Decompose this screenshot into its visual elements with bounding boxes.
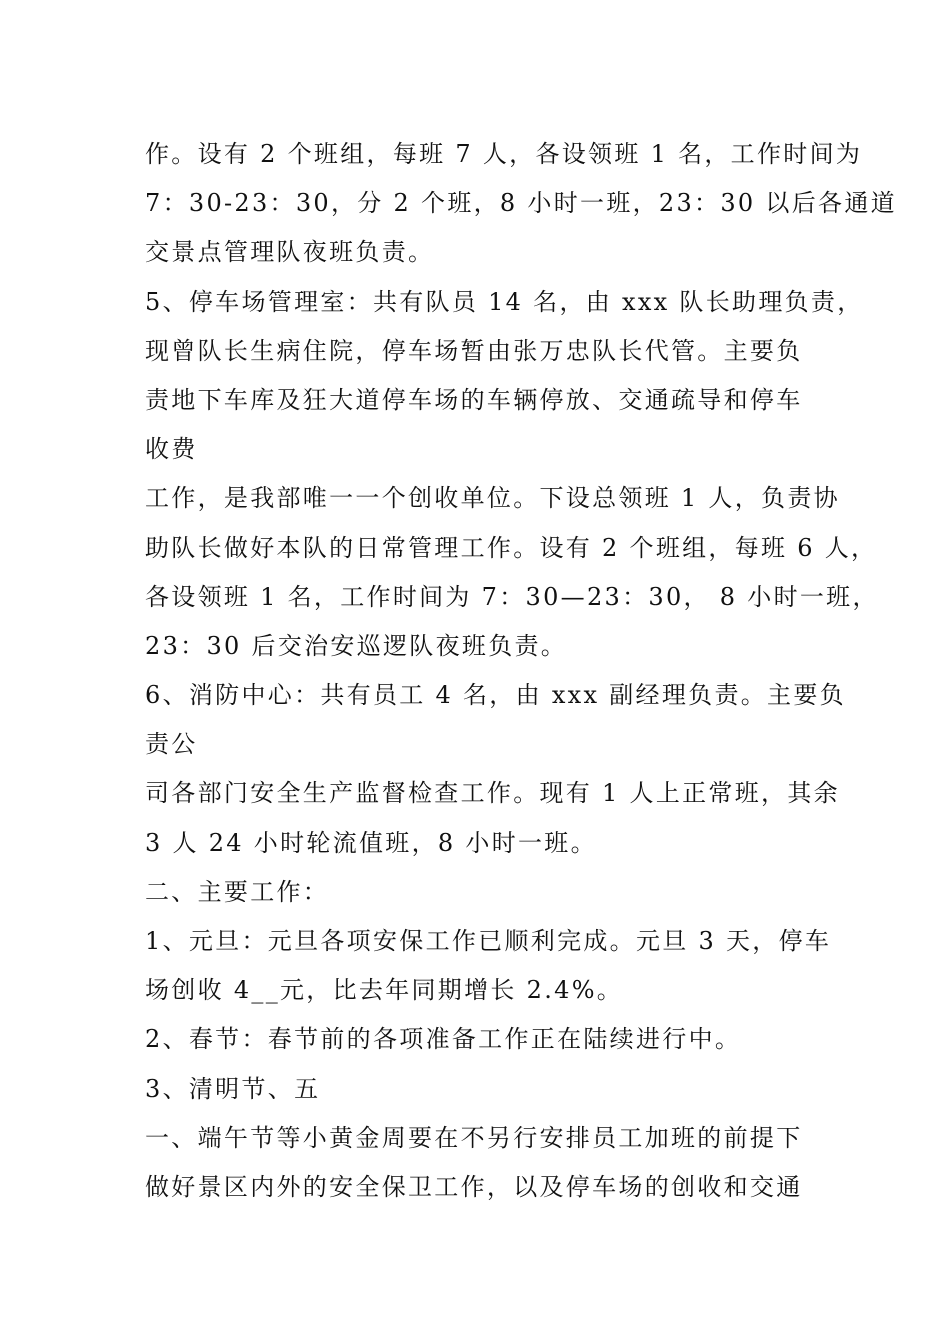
text-line: 作。设有 2 个班组，每班 7 人，各设领班 1 名，工作时间为 — [145, 140, 863, 168]
text-line: 场创收 4__元，比去年同期增长 2.4%。 — [145, 976, 624, 1005]
text-line: 3、清明节、五 — [145, 1074, 321, 1103]
text-line: 各设领班 1 名，工作时间为 7：30—23：30， 8 小时一班， — [145, 582, 879, 611]
section-heading: 二、主要工作： — [145, 877, 330, 906]
text-line: 1、元旦：元旦各项安保工作已顺利完成。元旦 3 天，停车 — [145, 927, 832, 955]
text-line: 责地下车库及狂大道停车场的车辆停放、交通疏导和停车 — [145, 385, 803, 414]
text-line: 司各部门安全生产监督检查工作。现有 1 人上正常班，其余 — [145, 779, 840, 808]
text-line: 23：30 后交治安巡逻队夜班负责。 — [145, 631, 568, 660]
text-line: 现曾队长生病住院，停车场暂由张万忠队长代管。主要负 — [145, 336, 803, 365]
text-line: 一、端午节等小黄金周要在不另行安排员工加班的前提下 — [145, 1123, 803, 1152]
text-line: 工作，是我部唯一一个创收单位。下设总领班 1 人，负责协 — [145, 484, 840, 513]
text-line: 6、消防中心：共有员工 4 名，由 xxx 副经理负责。主要负 — [145, 681, 846, 710]
text-line: 3 人 24 小时轮流值班，8 小时一班。 — [145, 828, 597, 857]
text-line: 助队长做好本队的日常管理工作。设有 2 个班组，每班 6 人， — [145, 533, 878, 562]
text-line: 收费 — [145, 435, 198, 464]
text-line: 5、停车场管理室：共有队员 14 名，由 xxx 队长助理负责， — [145, 287, 864, 316]
text-line: 做好景区内外的安全保卫工作，以及停车场的创收和交通 — [145, 1172, 803, 1201]
document-body — [145, 130, 897, 1212]
text-line: 7：30-23：30，分 2 个班，8 小时一班，23：30 以后各通道 — [145, 189, 897, 218]
text-line: 交景点管理队夜班负责。 — [145, 238, 435, 267]
text-line: 责公 — [145, 730, 198, 759]
text-line: 2、春节：春节前的各项准备工作正在陆续进行中。 — [145, 1025, 742, 1054]
